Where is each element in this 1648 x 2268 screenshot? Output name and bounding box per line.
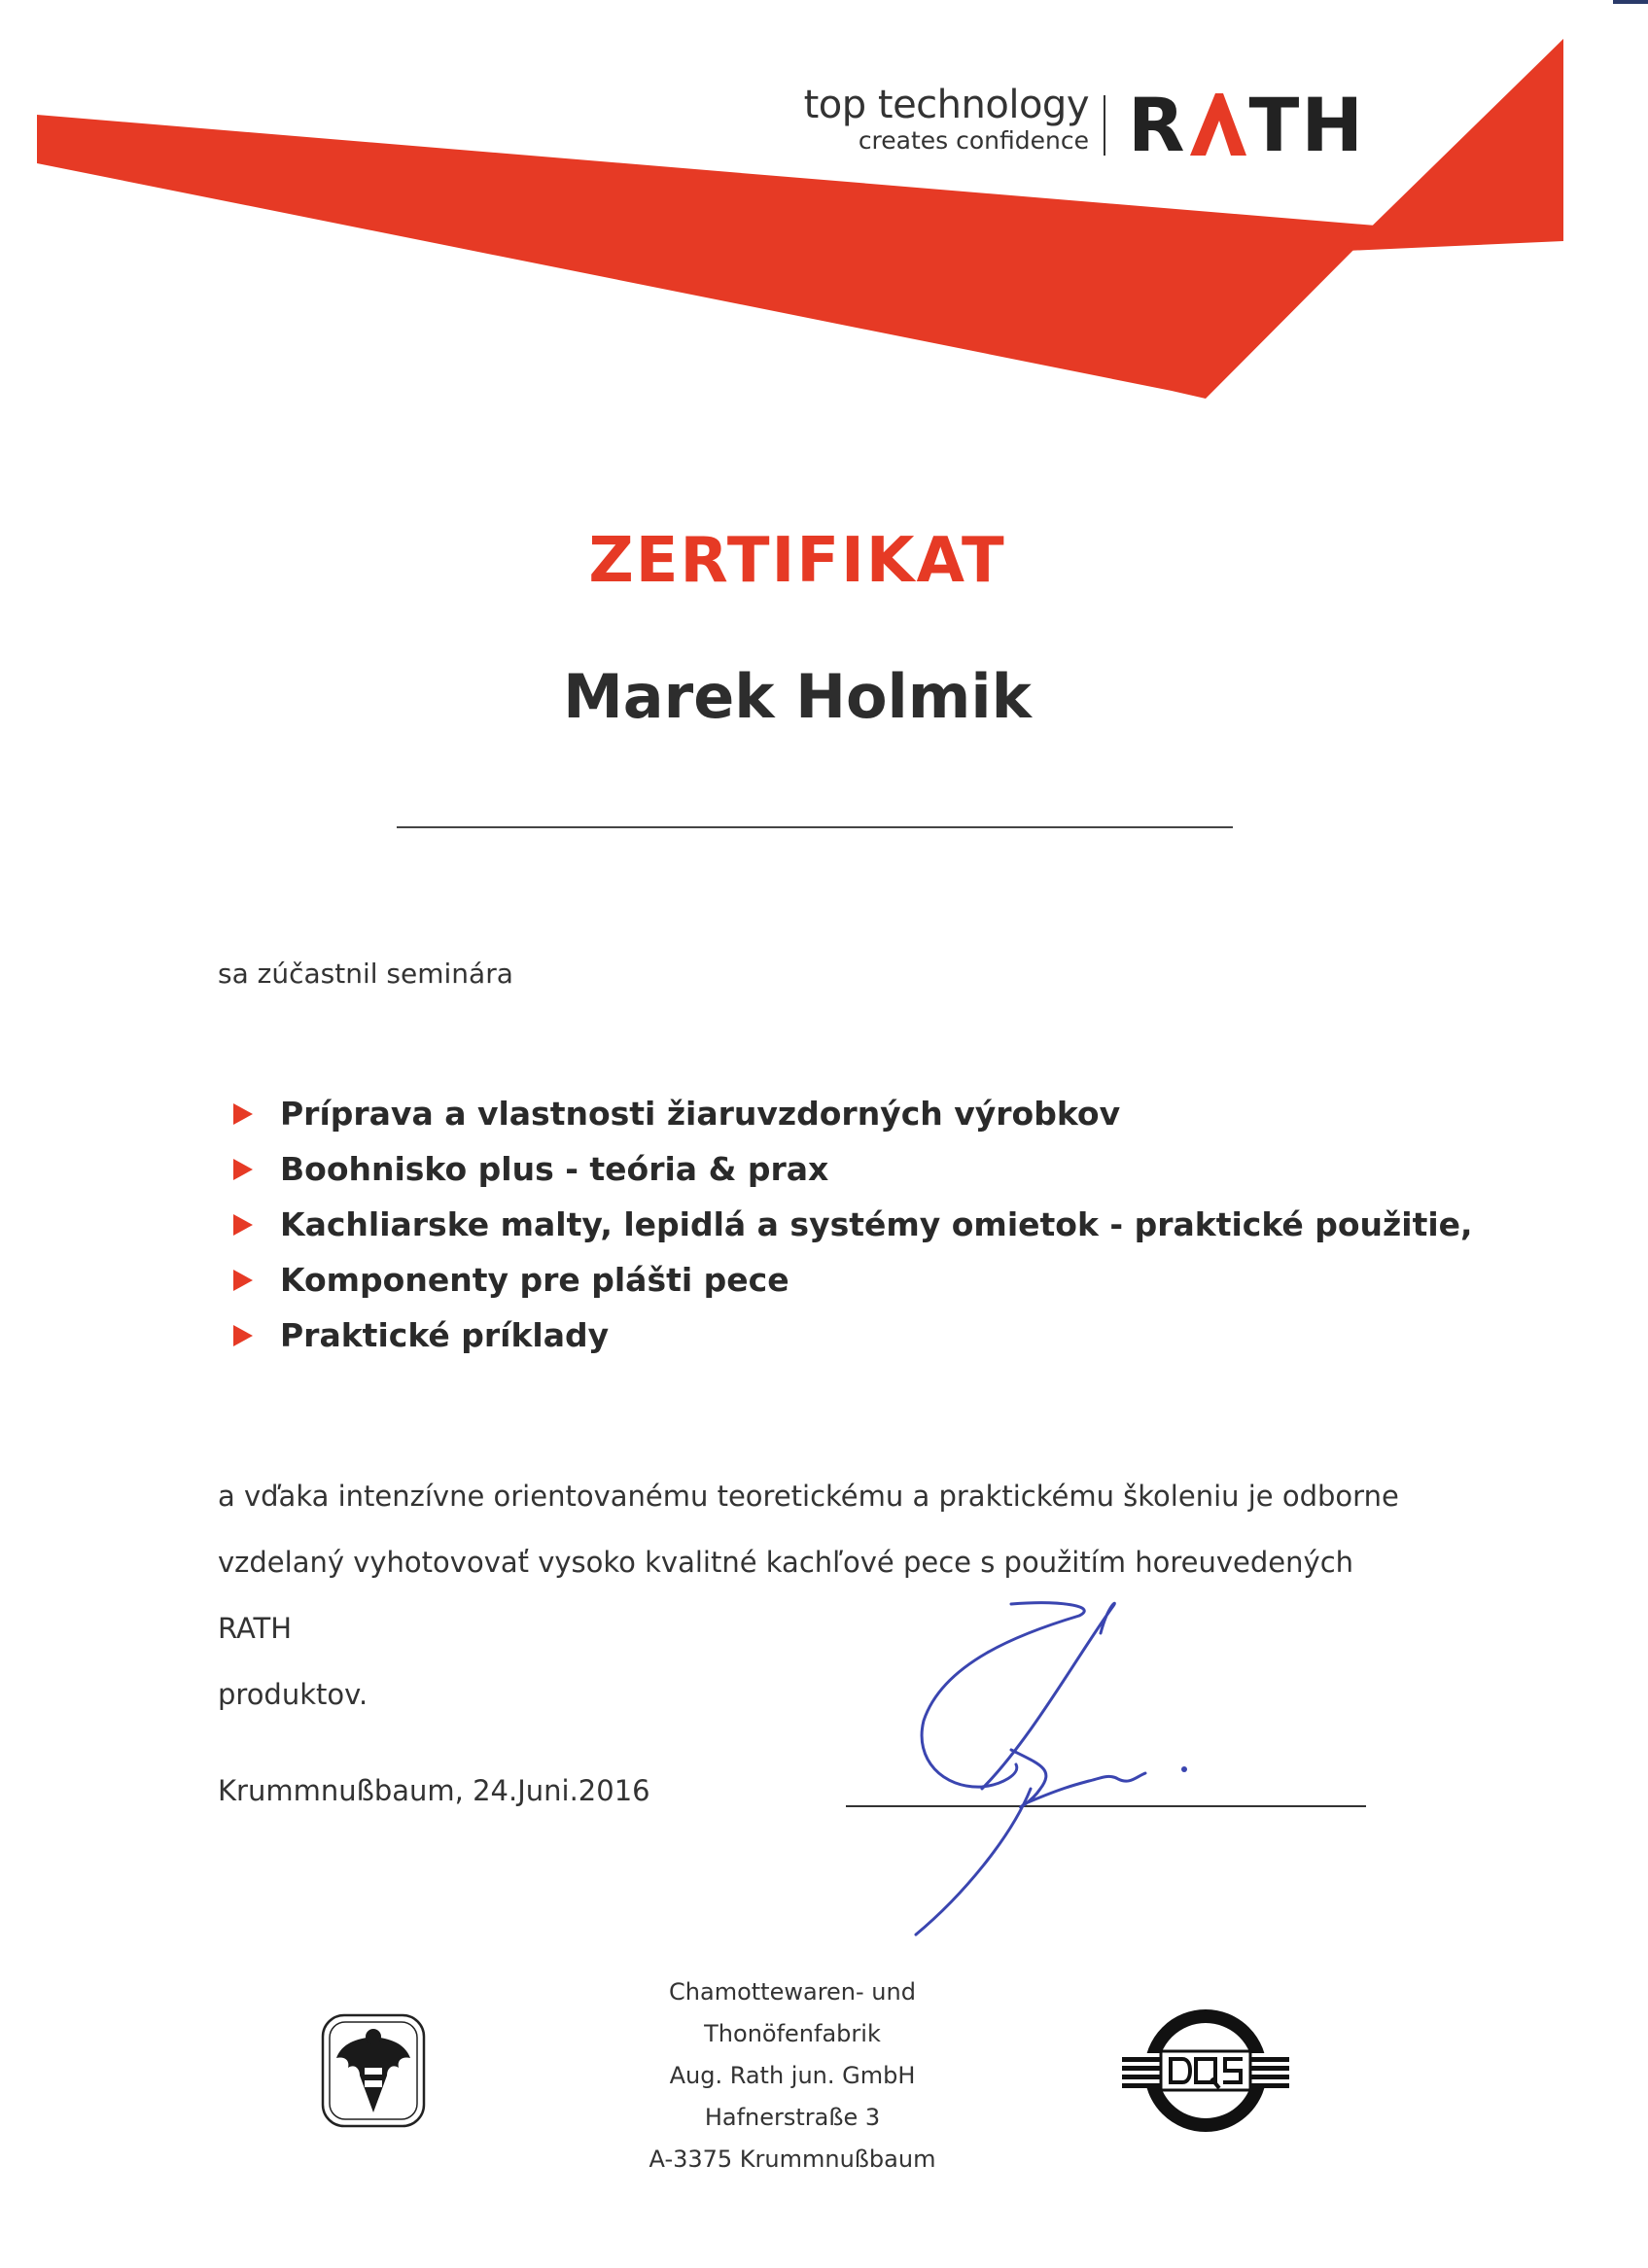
bullet-arrow-icon [233, 1325, 253, 1346]
list-item [233, 1197, 1473, 1252]
topic-label: Kachliarske malty, lepidlá a systémy omietok - praktické použitie, [280, 1205, 1473, 1243]
signature-stroke [1011, 1750, 1145, 1807]
topic-label: Boohnisko plus - teória & prax [280, 1150, 829, 1188]
banner-notch [1347, 39, 1563, 251]
topic-label: Komponenty pre plášti pece [280, 1261, 789, 1299]
tagline-line2: creates confidence [858, 126, 1089, 155]
list-item [233, 1086, 1473, 1141]
brand-logo-letter-r: R [1128, 81, 1187, 168]
dqs-certification-icon [1118, 2003, 1293, 2139]
topic-label: Praktické príklady [280, 1316, 610, 1354]
brand-logo [1128, 81, 1365, 168]
brand-logo-letters-th: TH [1248, 81, 1365, 168]
brand-logo-a-icon [1190, 93, 1246, 156]
tagline [739, 83, 1089, 155]
place-date: Krummnußbaum, 24.Juni.2016 [218, 1774, 650, 1807]
topic-label: Príprava a vlastnosti žiaruvzdorných výrobkov [280, 1095, 1121, 1133]
address-line: Chamottewaren- und [669, 1978, 916, 2006]
recipient-name: Marek Holmik [563, 661, 1032, 732]
signature-stroke [982, 1603, 1114, 1789]
address-line: Thonöfenfabrik [704, 2020, 881, 2047]
bullet-arrow-icon [233, 1214, 253, 1236]
state-award-seal-icon [319, 2007, 428, 2134]
address-line: Aug. Rath jun. GmbH [669, 2062, 916, 2089]
signature-stroke [916, 1789, 1031, 1935]
topic-list [233, 1086, 1473, 1363]
scan-corner-mark [1613, 0, 1648, 4]
company-address [622, 1971, 963, 2181]
signature-dot [1181, 1766, 1187, 1772]
bullet-arrow-icon [233, 1103, 253, 1125]
certificate-title: ZERTIFIKAT [588, 525, 1006, 597]
qualification-paragraph [218, 1463, 1433, 1727]
paragraph-line: produktov. [218, 1678, 368, 1711]
list-item [233, 1141, 1473, 1197]
bullet-arrow-icon [233, 1270, 253, 1291]
signature-stroke [922, 1603, 1084, 1787]
list-item [233, 1252, 1473, 1308]
header-banner [0, 0, 1648, 408]
paragraph-line: vzdelaný vyhotovovať vysoko kvalitné kachľové pece s použitím horeuvedených RATH [218, 1546, 1354, 1645]
name-underline [397, 826, 1233, 828]
handwritten-signature [875, 1594, 1245, 1944]
tagline-line1: top technology [803, 83, 1089, 127]
list-item [233, 1308, 1473, 1363]
intro-text: sa zúčastnil seminára [218, 958, 513, 990]
tagline-divider [1104, 95, 1105, 156]
bullet-arrow-icon [233, 1159, 253, 1180]
address-line: A-3375 Krummnußbaum [649, 2146, 936, 2173]
paragraph-line: a vďaka intenzívne orientovanému teoretickému a praktickému školeniu je odborne [218, 1480, 1399, 1513]
address-line: Hafnerstraße 3 [704, 2104, 881, 2131]
